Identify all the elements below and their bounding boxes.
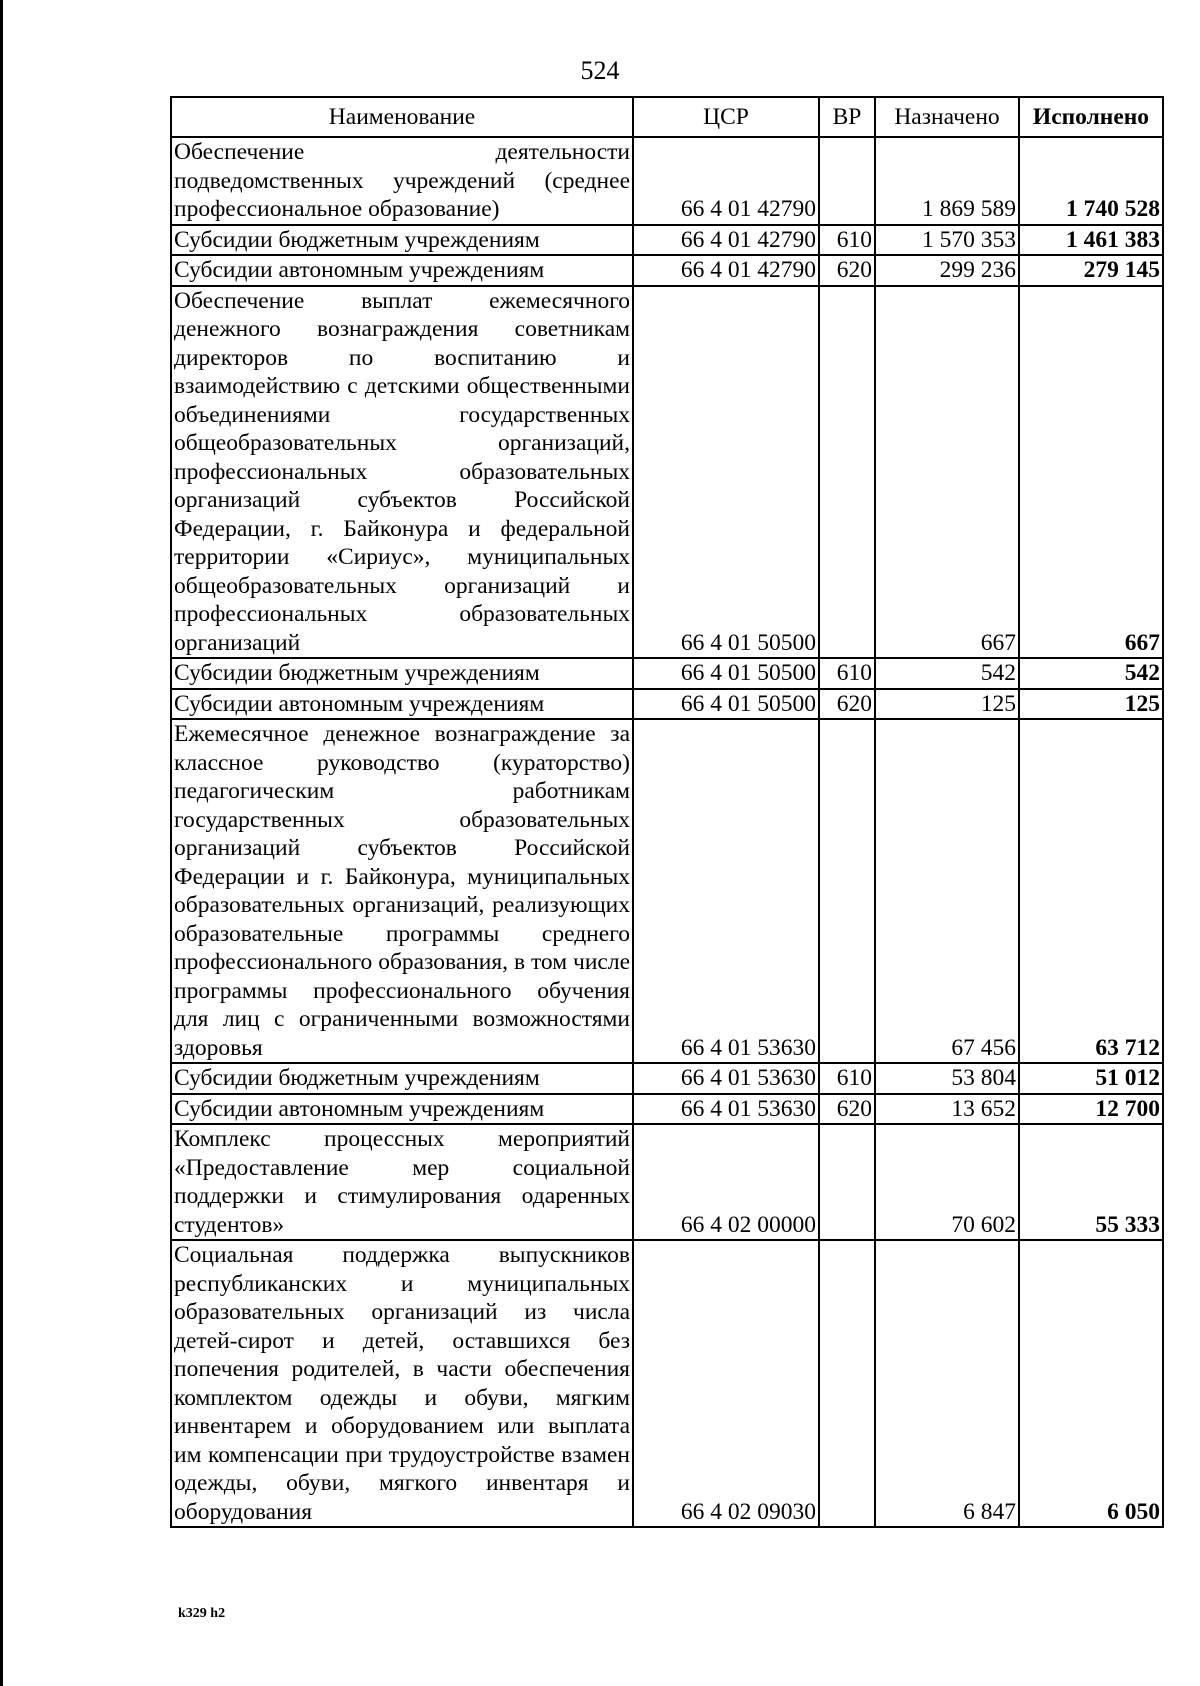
row-name: Субсидии автономным учреждениям (171, 255, 633, 286)
row-name: Обеспечение выплат ежемесячного денежного вознаграждения советникам директоров по воспитанию и взаимодействию с детскими общественными объединениями государственных общеобразовательных организаций, профессиональных образовательных организаций субъектов Российской Федерации, г. Байконура и федеральной территории «Сириус», муниципальных общеобразовательных организаций и профессиональных образовательных организаций (171, 286, 633, 659)
table-row (171, 1240, 1163, 1527)
row-name: Обеспечение деятельности подведомственных учреждений (среднее профессиональное образование) (171, 137, 633, 225)
row-name: Социальная поддержка выпускников республиканских и муниципальных образовательных организаций из числа детей-сирот и детей, оставшихся без попечения родителей, в части обеспечения комплектом одежды и обуви, мягким инвентарем и оборудованием или выплата им компенсации при трудоустройстве взамен одежды, обуви, мягкого инвентаря и оборудования (171, 1240, 633, 1527)
table-header-row (171, 97, 1163, 137)
row-planned: 6 847 (875, 1240, 1019, 1527)
table-row (171, 1094, 1163, 1125)
row-planned: 299 236 (875, 255, 1019, 286)
row-name: Комплекс процессных мероприятий «Предоставление мер социальной поддержки и стимулирования одаренных студентов» (171, 1124, 633, 1240)
row-csr: 66 4 01 42790 (633, 137, 819, 225)
row-vr: 610 (819, 658, 875, 689)
row-planned: 667 (875, 286, 1019, 659)
header-vr: ВР (819, 97, 875, 137)
table-row (171, 137, 1163, 225)
row-executed: 12 700 (1019, 1094, 1163, 1125)
row-vr (819, 1124, 875, 1240)
row-vr: 620 (819, 255, 875, 286)
row-vr (819, 1240, 875, 1527)
row-name: Субсидии бюджетным учреждениям (171, 658, 633, 689)
page-number: 524 (580, 56, 620, 85)
row-planned: 542 (875, 658, 1019, 689)
row-planned: 1 570 353 (875, 225, 1019, 256)
row-csr: 66 4 01 53630 (633, 719, 819, 1063)
row-executed: 125 (1019, 689, 1163, 720)
row-csr: 66 4 01 42790 (633, 255, 819, 286)
row-executed: 1 461 383 (1019, 225, 1163, 256)
row-vr: 610 (819, 225, 875, 256)
row-vr: 620 (819, 1094, 875, 1125)
row-name: Субсидии бюджетным учреждениям (171, 225, 633, 256)
row-executed: 1 740 528 (1019, 137, 1163, 225)
table-row (171, 1124, 1163, 1240)
table-row (171, 225, 1163, 256)
header-name: Наименование (171, 97, 633, 137)
table-body (171, 137, 1163, 1527)
row-vr (819, 137, 875, 225)
row-vr: 610 (819, 1063, 875, 1094)
budget-table (170, 96, 1164, 1528)
row-vr: 620 (819, 689, 875, 720)
row-csr: 66 4 01 42790 (633, 225, 819, 256)
table-row (171, 689, 1163, 720)
row-vr (819, 286, 875, 659)
row-name: Субсидии автономным учреждениям (171, 1094, 633, 1125)
row-planned: 1 869 589 (875, 137, 1019, 225)
row-planned: 13 652 (875, 1094, 1019, 1125)
row-executed: 667 (1019, 286, 1163, 659)
row-vr (819, 719, 875, 1063)
row-name: Ежемесячное денежное вознаграждение за классное руководство (кураторство) педагогическим работникам государственных образовательных организаций субъектов Российской Федерации и г. Байконура, муниципальных образовательных организаций, реализующих образовательные программы среднего профессионального образования, в том числе программы профессионального обучения для лиц с ограниченными возможностями здоровья (171, 719, 633, 1063)
row-executed: 279 145 (1019, 255, 1163, 286)
row-csr: 66 4 01 50500 (633, 689, 819, 720)
header-executed: Исполнено (1019, 97, 1163, 137)
row-name: Субсидии автономным учреждениям (171, 689, 633, 720)
row-executed: 63 712 (1019, 719, 1163, 1063)
page-edge-line (0, 0, 3, 1686)
row-executed: 6 050 (1019, 1240, 1163, 1527)
header-csr: ЦСР (633, 97, 819, 137)
row-planned: 70 602 (875, 1124, 1019, 1240)
row-csr: 66 4 01 53630 (633, 1063, 819, 1094)
row-csr: 66 4 01 50500 (633, 286, 819, 659)
row-planned: 53 804 (875, 1063, 1019, 1094)
row-csr: 66 4 02 00000 (633, 1124, 819, 1240)
table-row (171, 658, 1163, 689)
row-name: Субсидии бюджетным учреждениям (171, 1063, 633, 1094)
row-planned: 67 456 (875, 719, 1019, 1063)
table-row (171, 1063, 1163, 1094)
row-csr: 66 4 01 50500 (633, 658, 819, 689)
row-executed: 51 012 (1019, 1063, 1163, 1094)
footer-code: k329 h2 (178, 1606, 226, 1621)
row-planned: 125 (875, 689, 1019, 720)
row-executed: 542 (1019, 658, 1163, 689)
row-csr: 66 4 01 53630 (633, 1094, 819, 1125)
header-planned: Назначено (875, 97, 1019, 137)
table-row (171, 286, 1163, 659)
table-row (171, 255, 1163, 286)
row-csr: 66 4 02 09030 (633, 1240, 819, 1527)
table-row (171, 719, 1163, 1063)
row-executed: 55 333 (1019, 1124, 1163, 1240)
